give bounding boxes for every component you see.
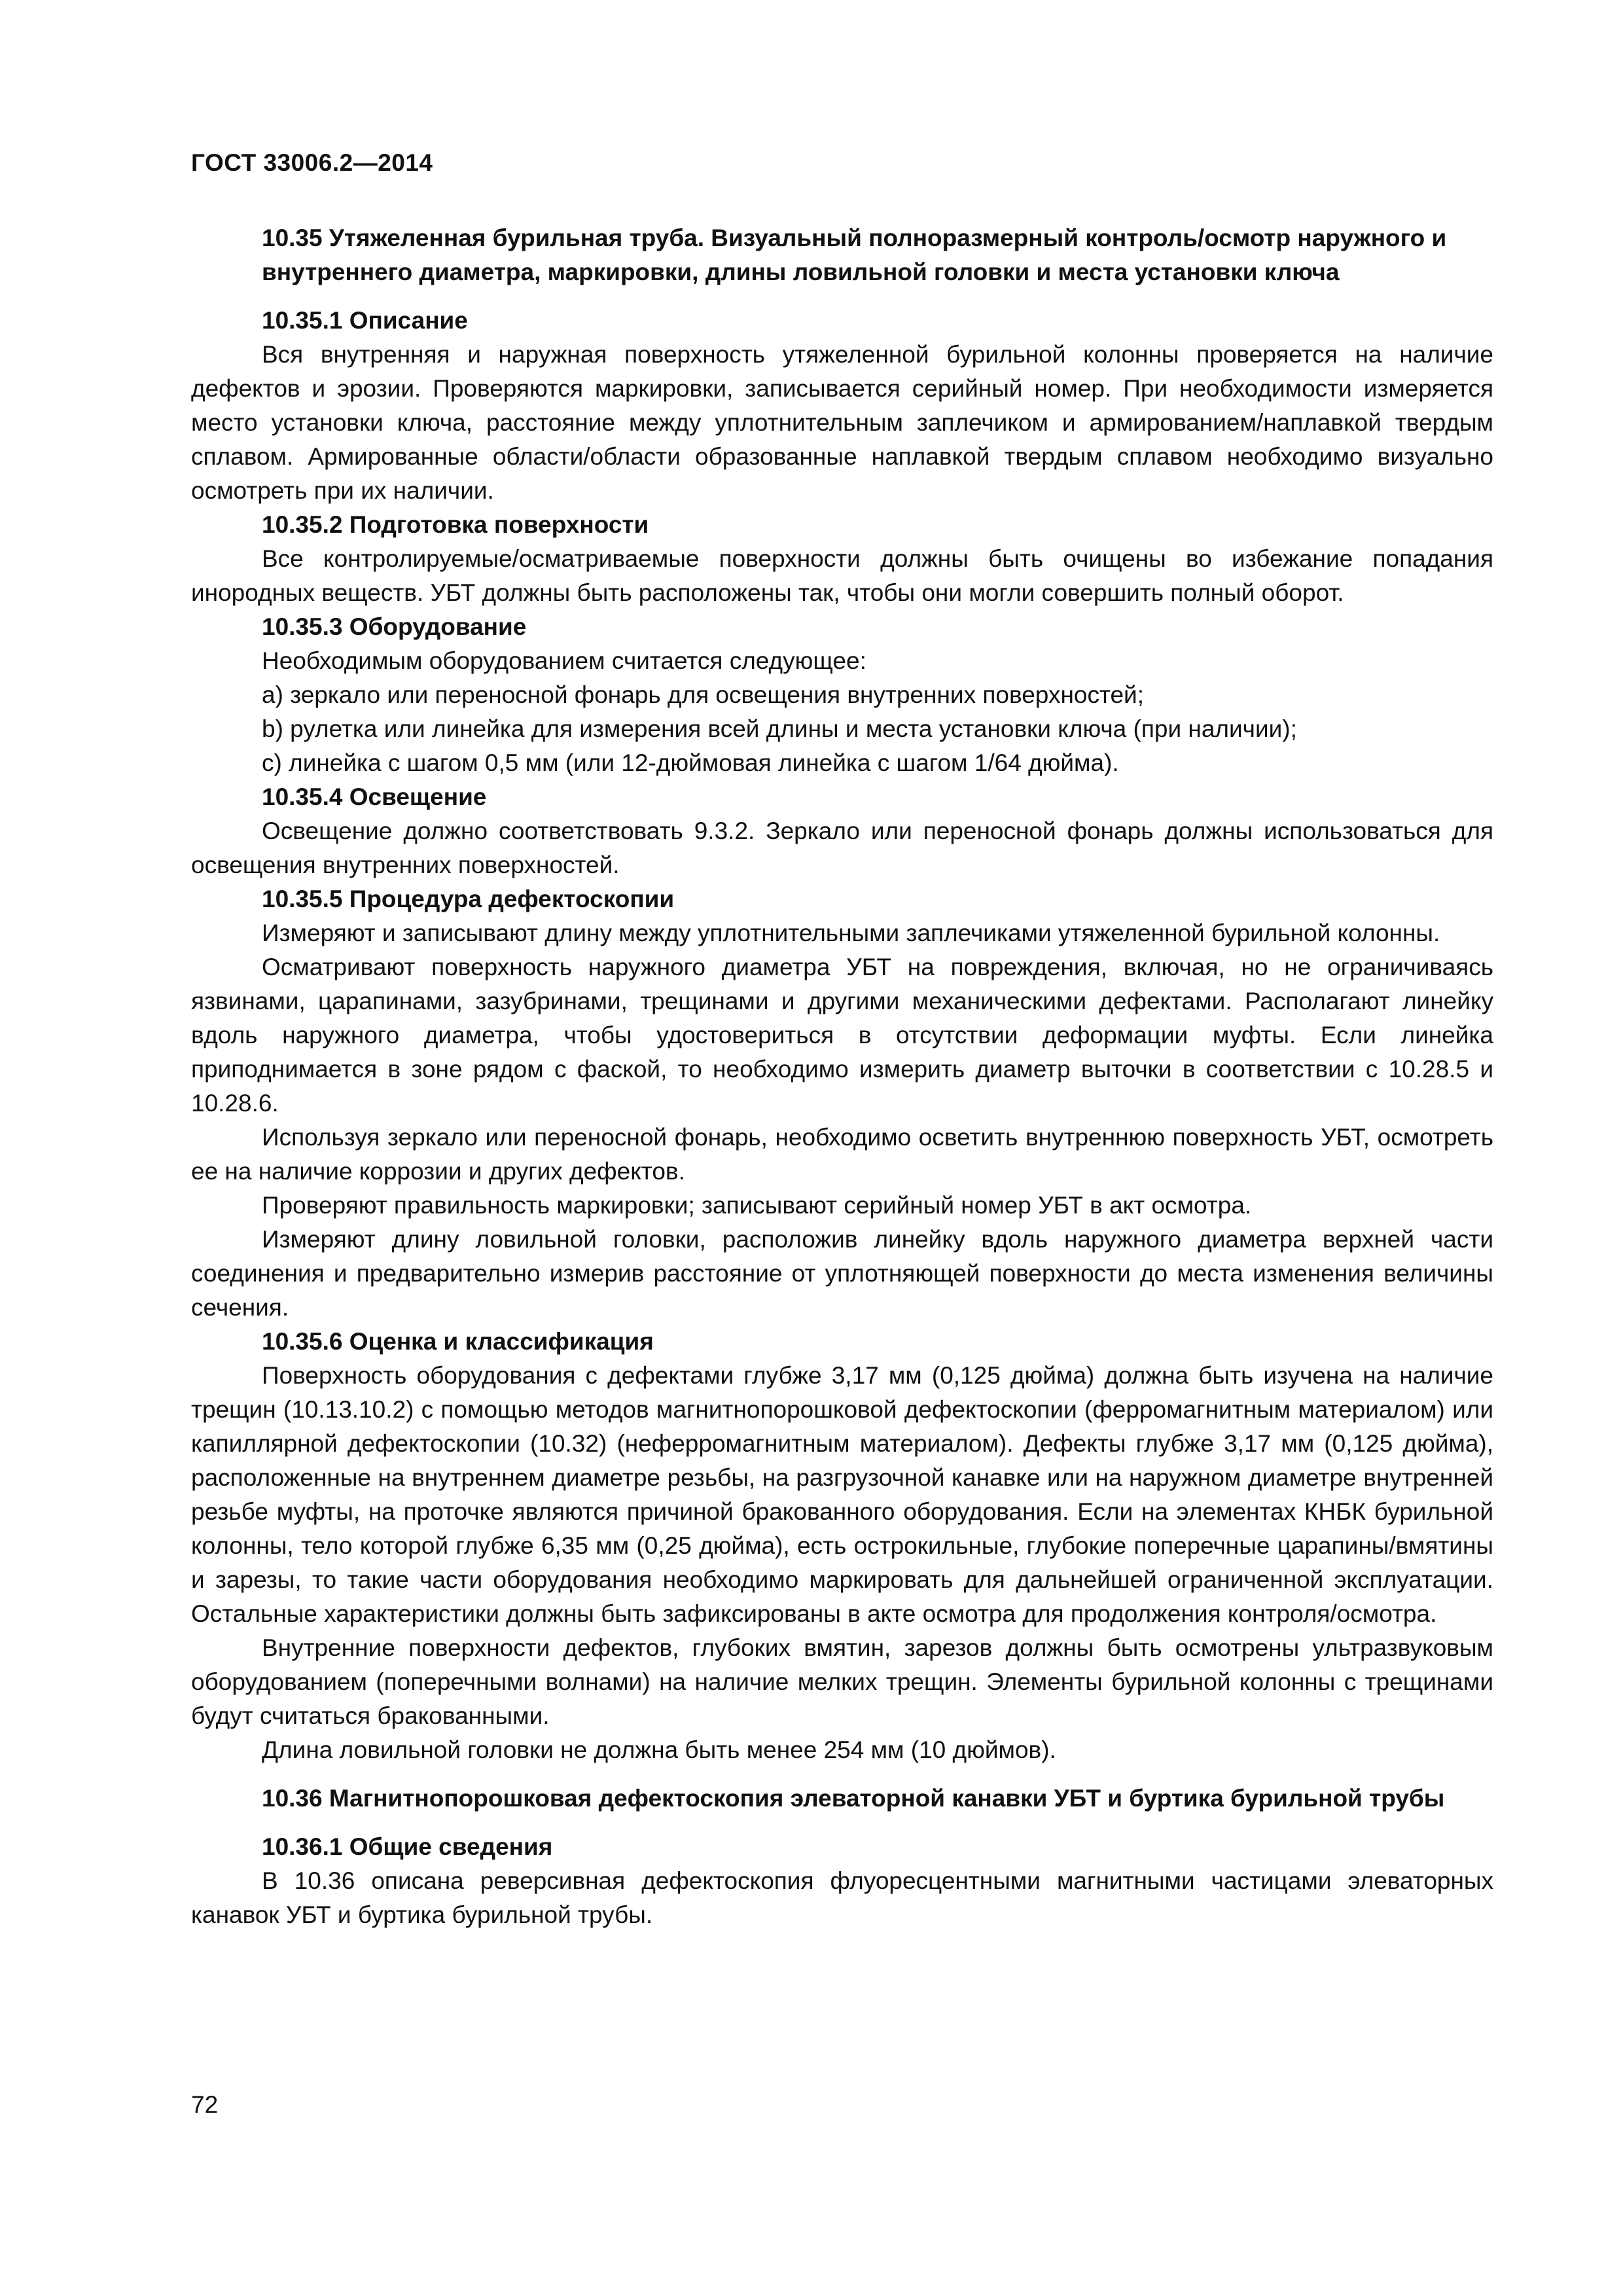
page-number: 72 xyxy=(191,2091,219,2118)
paragraph: Используя зеркало или переносной фонарь, необходимо осветить внутреннюю поверхность УБТ, осмотреть ее на наличие коррозии и других дефектов. xyxy=(191,1124,1493,1185)
section-title-10-35: 10.35 Утяжеленная бурильная труба. Визуальный полноразмерный контроль/осмотр наружного и внутреннего диаметра, маркировки, длины ловильной головки и места установки ключа xyxy=(262,224,1447,285)
subsection-title-10-35-3: 10.35.3 Оборудование xyxy=(262,613,527,640)
paragraph: Измеряют и записывают длину между уплотнительными заплечиками утяжеленной бурильной колонны. xyxy=(262,920,1440,946)
paragraph: Проверяют правильность маркировки; записывают серийный номер УБТ в акт осмотра. xyxy=(262,1192,1252,1219)
subsection-title-10-35-4: 10.35.4 Освещение xyxy=(262,783,487,810)
list-item: b) рулетка или линейка для измерения всей длины и места установки ключа (при наличии); xyxy=(262,715,1297,742)
subsection-title-10-35-5: 10.35.5 Процедура дефектоскопии xyxy=(262,886,675,912)
paragraph: Поверхность оборудования с дефектами глубже 3,17 мм (0,125 дюйма) должна быть изучена на наличие трещин (10.13.10.2) с помощью методов магнитнопорошковой дефектоскопии (ферромагнитным материалом) или капиллярной дефектоскопии (10.32) (неферромагнитным материалом). Дефекты глубже 3,17 мм (0,125 дюйма), расположенные на внутреннем диаметре резьбы, на разгрузочной канавке или на наружном диаметре внутренней резьбе муфты, на проточке являются причиной бракованного оборудования. Если на элементах КНБК бурильной колонны, тело которой глубже 6,35 мм (0,25 дюйма), есть острокильные, глубокие поперечные царапины/вмятины и зарезы, то такие части оборудования необходимо маркировать для дальнейшей ограниченной эксплуатации. Остальные характеристики должны быть зафиксированы в акте осмотра для продолжения контроля/осмотра. xyxy=(191,1362,1493,1627)
subsection-title-10-36-1: 10.36.1 Общие сведения xyxy=(262,1833,553,1860)
section-title-10-36: 10.36 Магнитнопорошковая дефектоскопия элеваторной канавки УБТ и буртика бурильной трубы xyxy=(262,1785,1445,1812)
paragraph: Освещение должно соответствовать 9.3.2. Зеркало или переносной фонарь должны использоваться для освещения внутренних поверхностей. xyxy=(191,817,1493,878)
subsection-title-10-35-2: 10.35.2 Подготовка поверхности xyxy=(262,511,649,538)
paragraph: В 10.36 описана реверсивная дефектоскопия флуоресцентными магнитными частицами элеваторных канавок УБТ и буртика бурильной трубы. xyxy=(191,1867,1493,1928)
paragraph: Измеряют длину ловильной головки, расположив линейку вдоль наружного диаметра верхней части соединения и предварительно измерив расстояние от уплотняющей поверхности до места изменения величины сечения. xyxy=(191,1226,1493,1321)
list-item: a) зеркало или переносной фонарь для освещения внутренних поверхностей; xyxy=(262,681,1145,708)
subsection-title-10-35-1: 10.35.1 Описание xyxy=(262,307,468,334)
list-item: c) линейка с шагом 0,5 мм (или 12-дюймовая линейка с шагом 1/64 дюйма). xyxy=(262,749,1119,776)
paragraph: Необходимым оборудованием считается следующее: xyxy=(262,647,866,674)
paragraph: Все контролируемые/осматриваемые поверхности должны быть очищены во избежание попадания инородных веществ. УБТ должны быть расположены так, чтобы они могли совершить полный оборот. xyxy=(191,545,1493,606)
subsection-title-10-35-6: 10.35.6 Оценка и классификация xyxy=(262,1328,654,1355)
paragraph: Вся внутренняя и наружная поверхность утяжеленной бурильной колонны проверяется на наличие дефектов и эрозии. Проверяются маркировки, записывается серийный номер. При необходимости измеряется место установки ключа, расстояние между уплотнительным заплечиком и армированием/наплавкой твердым сплавом. Армированные области/области образованные наплавкой твердым сплавом необходимо визуально осмотреть при их наличии. xyxy=(191,341,1493,504)
paragraph: Длина ловильной головки не должна быть менее 254 мм (10 дюймов). xyxy=(262,1736,1056,1763)
page-body xyxy=(191,221,1493,1932)
paragraph: Осматривают поверхность наружного диаметра УБТ на повреждения, включая, но не ограничиваясь язвинами, царапинами, зазубринами, трещинами и другими механическими дефектами. Располагают линейку вдоль наружного диаметра, чтобы удостовериться в отсутствии деформации муфты. Если линейка приподнимается в зоне рядом с фаской, то необходимо измерить диаметр выточки в соответствии с 10.28.5 и 10.28.6. xyxy=(191,954,1493,1117)
paragraph: Внутренние поверхности дефектов, глубоких вмятин, зарезов должны быть осмотрены ультразвуковым оборудованием (поперечными волнами) на наличие мелких трещин. Элементы бурильной колонны с трещинами будут считаться бракованными. xyxy=(191,1634,1493,1729)
document-code-header: ГОСТ 33006.2—2014 xyxy=(191,149,433,176)
